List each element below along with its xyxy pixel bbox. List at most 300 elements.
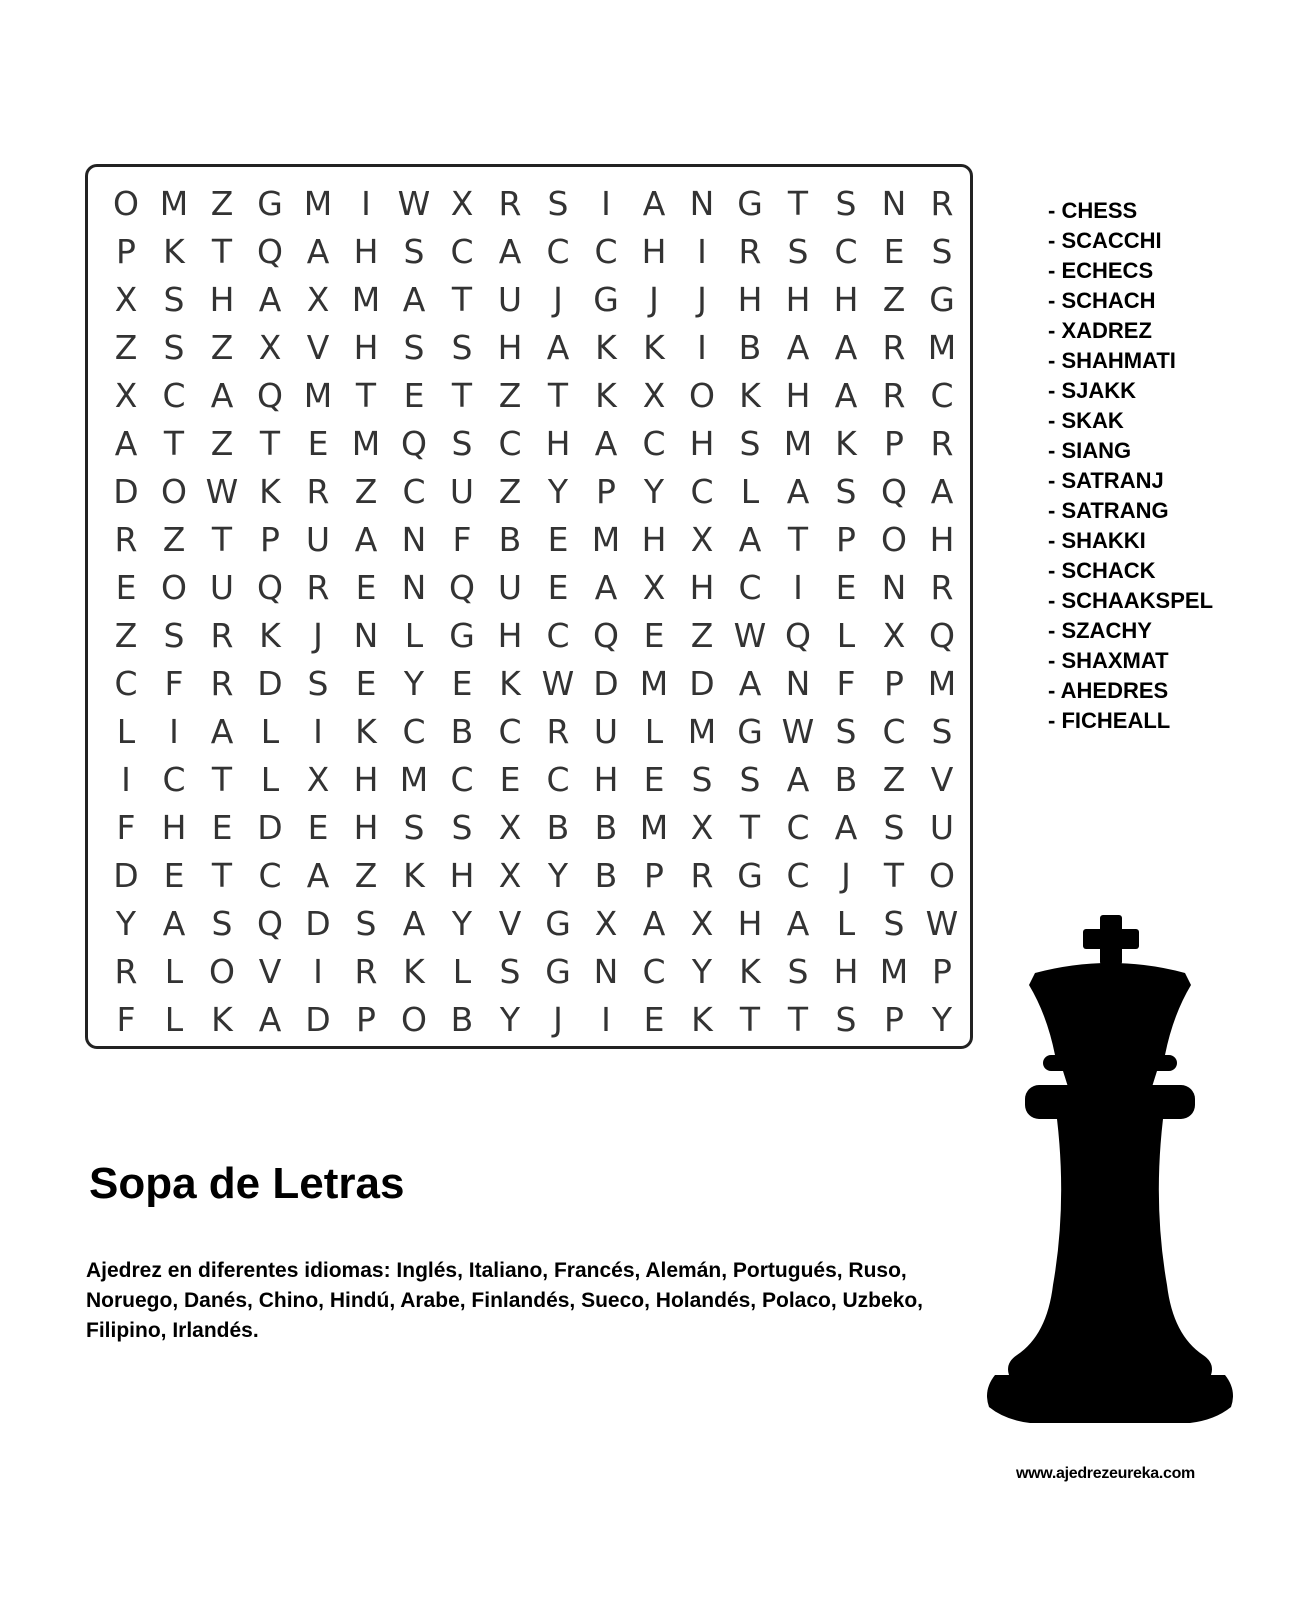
- grid-letter: R: [690, 855, 714, 895]
- grid-letter: M: [159, 183, 189, 223]
- grid-letter: B: [834, 759, 858, 799]
- grid-letter: S: [211, 903, 233, 943]
- grid-letter: U: [449, 471, 475, 511]
- grid-letter: E: [115, 567, 137, 607]
- grid-letter: C: [546, 759, 570, 799]
- grid-letter: J: [841, 855, 851, 895]
- grid-letter: L: [404, 615, 424, 655]
- grid-letter: S: [835, 711, 857, 751]
- page-title: Sopa de Letras: [89, 1159, 405, 1208]
- grid-letter: R: [546, 711, 570, 751]
- grid-letter: H: [785, 279, 811, 319]
- grid-letter: N: [353, 615, 379, 655]
- grid-letter: H: [353, 231, 379, 271]
- grid-letter: E: [163, 855, 185, 895]
- grid-letter: I: [697, 231, 707, 271]
- grid-letter: R: [930, 183, 954, 223]
- grid-letter: K: [403, 951, 425, 991]
- grid-letter: A: [306, 231, 330, 271]
- grid-letter: C: [402, 471, 426, 511]
- grid-letter: A: [786, 759, 810, 799]
- word-list-item: - SKAK: [1048, 408, 1124, 433]
- grid-letter: R: [306, 567, 330, 607]
- grid-letter: E: [307, 807, 329, 847]
- grid-letter: C: [162, 759, 186, 799]
- grid-letter: C: [546, 231, 570, 271]
- grid-letter: A: [210, 711, 234, 751]
- grid-letter: S: [499, 951, 521, 991]
- grid-letter: Z: [210, 183, 234, 223]
- grid-letter: B: [546, 807, 570, 847]
- grid-letter: O: [401, 999, 427, 1039]
- grid-letter: A: [834, 327, 858, 367]
- grid-letter: P: [260, 519, 280, 559]
- grid-letter: P: [884, 423, 904, 463]
- word-list-item: - SHAHMATI: [1048, 348, 1176, 373]
- grid-letter: D: [113, 471, 139, 511]
- word-list-item: - ECHECS: [1048, 258, 1154, 283]
- grid-letter: T: [211, 519, 233, 559]
- grid-letter: D: [305, 903, 331, 943]
- word-list-item: - CHESS: [1048, 198, 1138, 223]
- grid-letter: K: [403, 855, 425, 895]
- website-url: www.ajedrezeureka.com: [1016, 1465, 1195, 1482]
- grid-letter: X: [450, 183, 474, 223]
- grid-letter: X: [114, 279, 138, 319]
- grid-letter: R: [114, 951, 138, 991]
- grid-letter: R: [210, 615, 234, 655]
- grid-letter: Y: [547, 855, 569, 895]
- grid-letter: X: [114, 375, 138, 415]
- grid-letter: U: [497, 279, 523, 319]
- grid-letter: A: [114, 423, 138, 463]
- word-list-item: - SJAKK: [1048, 378, 1137, 403]
- grid-letter: C: [930, 375, 954, 415]
- grid-letter: C: [642, 423, 666, 463]
- grid-letter: E: [835, 567, 857, 607]
- grid-letter: K: [739, 375, 761, 415]
- grid-letter: S: [835, 999, 857, 1039]
- grid-letter: F: [452, 519, 472, 559]
- grid-letter: H: [785, 375, 811, 415]
- grid-letter: T: [451, 375, 473, 415]
- grid-letter: Z: [114, 327, 138, 367]
- grid-letter: L: [164, 951, 184, 991]
- grid-letter: Z: [162, 519, 186, 559]
- grid-letter: J: [553, 279, 563, 319]
- grid-letter: D: [689, 663, 715, 703]
- grid-letter: R: [738, 231, 762, 271]
- grid-letter: M: [303, 183, 333, 223]
- grid-letter: A: [642, 903, 666, 943]
- grid-letter: A: [546, 327, 570, 367]
- word-list-item: - AHEDRES: [1048, 678, 1169, 703]
- grid-letter: X: [306, 279, 330, 319]
- grid-letter: I: [121, 759, 131, 799]
- grid-letter: H: [833, 951, 859, 991]
- word-list-item: - SHAKKI: [1048, 528, 1146, 553]
- grid-letter: T: [259, 423, 281, 463]
- grid-letter: Y: [931, 999, 953, 1039]
- grid-letter: L: [644, 711, 664, 751]
- grid-letter: D: [113, 855, 139, 895]
- grid-letter: E: [643, 999, 665, 1039]
- grid-letter: S: [739, 759, 761, 799]
- grid-letter: B: [450, 711, 474, 751]
- grid-letter: Z: [354, 855, 378, 895]
- word-list-item: - SCHACK: [1048, 558, 1156, 583]
- grid-letter: G: [737, 711, 763, 751]
- grid-letter: P: [884, 999, 904, 1039]
- grid-letter: X: [642, 375, 666, 415]
- grid-letter: O: [161, 567, 187, 607]
- grid-letter: C: [786, 855, 810, 895]
- grid-letter: C: [546, 615, 570, 655]
- grid-letter: K: [499, 663, 521, 703]
- grid-letter: R: [930, 567, 954, 607]
- grid-letter: W: [733, 615, 767, 655]
- grid-letter: C: [690, 471, 714, 511]
- grid-letter: Z: [498, 375, 522, 415]
- grid-letter: S: [451, 327, 473, 367]
- grid-letter: H: [737, 279, 763, 319]
- grid-letter: C: [498, 423, 522, 463]
- grid-letter: N: [881, 567, 907, 607]
- grid-letter: A: [786, 903, 810, 943]
- grid-letter: F: [116, 999, 136, 1039]
- grid-letter: A: [642, 183, 666, 223]
- grid-letter: U: [929, 807, 955, 847]
- grid-letter: K: [643, 327, 665, 367]
- grid-letter: R: [306, 471, 330, 511]
- grid-letter: Y: [691, 951, 713, 991]
- grid-letter: G: [737, 183, 763, 223]
- grid-letter: X: [882, 615, 906, 655]
- grid-letter: H: [833, 279, 859, 319]
- grid-letter: C: [834, 231, 858, 271]
- grid-letter: H: [449, 855, 475, 895]
- grid-letter: W: [541, 663, 575, 703]
- grid-letter: W: [205, 471, 239, 511]
- grid-letter: S: [307, 663, 329, 703]
- grid-letter: R: [498, 183, 522, 223]
- grid-letter: X: [258, 327, 282, 367]
- grid-letter: L: [164, 999, 184, 1039]
- grid-letter: D: [305, 999, 331, 1039]
- grid-letter: Z: [498, 471, 522, 511]
- grid-letter: C: [786, 807, 810, 847]
- word-search-grid: [85, 164, 973, 1049]
- grid-letter: Z: [690, 615, 714, 655]
- grid-letter: T: [547, 375, 569, 415]
- grid-letter: S: [931, 711, 953, 751]
- grid-letter: D: [257, 663, 283, 703]
- grid-letter: N: [881, 183, 907, 223]
- grid-letter: G: [545, 951, 571, 991]
- grid-letter: L: [836, 903, 856, 943]
- grid-letter: H: [737, 903, 763, 943]
- grid-letter: E: [451, 663, 473, 703]
- grid-letter: U: [209, 567, 235, 607]
- grid-letter: A: [786, 471, 810, 511]
- grid-letter: X: [498, 807, 522, 847]
- grid-letter: A: [258, 999, 282, 1039]
- grid-letter: R: [882, 327, 906, 367]
- grid-letter: P: [116, 231, 136, 271]
- grid-letter: A: [594, 423, 618, 463]
- grid-letter: E: [355, 567, 377, 607]
- grid-letter: O: [161, 471, 187, 511]
- word-list-item: - FICHEALL: [1048, 708, 1171, 733]
- grid-letter: A: [402, 903, 426, 943]
- grid-letter: H: [353, 759, 379, 799]
- grid-letter: H: [929, 519, 955, 559]
- grid-letter: T: [883, 855, 905, 895]
- grid-letter: F: [116, 807, 136, 847]
- grid-letter: Z: [882, 759, 906, 799]
- grid-letter: C: [594, 231, 618, 271]
- grid-letter: K: [595, 375, 617, 415]
- grid-letter: G: [449, 615, 475, 655]
- grid-letter: M: [927, 663, 957, 703]
- grid-letter: T: [211, 855, 233, 895]
- grid-letter: U: [593, 711, 619, 751]
- grid-letter: K: [259, 471, 281, 511]
- grid-letter: Q: [881, 471, 907, 511]
- grid-letter: I: [601, 999, 611, 1039]
- grid-letter: A: [786, 327, 810, 367]
- grid-letter: H: [209, 279, 235, 319]
- grid-letter: K: [595, 327, 617, 367]
- grid-letter: O: [689, 375, 715, 415]
- grid-letter: H: [497, 327, 523, 367]
- grid-letter: M: [351, 279, 381, 319]
- grid-letter: K: [163, 231, 185, 271]
- grid-letter: L: [116, 711, 136, 751]
- grid-letter: R: [114, 519, 138, 559]
- word-list-item: - SCHAAKSPEL: [1048, 588, 1214, 613]
- grid-letter: I: [697, 327, 707, 367]
- grid-letter: T: [739, 807, 761, 847]
- grid-letter: J: [553, 999, 563, 1039]
- grid-letter: H: [641, 231, 667, 271]
- grid-letter: Z: [882, 279, 906, 319]
- grid-letter: C: [258, 855, 282, 895]
- grid-letter: Q: [593, 615, 619, 655]
- grid-letter: Z: [210, 423, 234, 463]
- grid-letter: C: [402, 711, 426, 751]
- grid-letter: K: [691, 999, 713, 1039]
- grid-letter: F: [164, 663, 184, 703]
- grid-letter: K: [835, 423, 857, 463]
- grid-letter: Q: [257, 903, 283, 943]
- grid-letter: C: [498, 711, 522, 751]
- grid-letter: M: [591, 519, 621, 559]
- grid-letter: V: [498, 903, 522, 943]
- grid-letter: K: [259, 615, 281, 655]
- grid-letter: A: [210, 375, 234, 415]
- grid-letter: B: [498, 519, 522, 559]
- grid-letter: Y: [499, 999, 521, 1039]
- grid-letter: A: [306, 855, 330, 895]
- grid-letter: R: [882, 375, 906, 415]
- grid-letter: W: [781, 711, 815, 751]
- grid-letter: U: [497, 567, 523, 607]
- grid-letter: G: [545, 903, 571, 943]
- grid-letter: S: [787, 231, 809, 271]
- grid-letter: M: [399, 759, 429, 799]
- grid-letter: I: [313, 951, 323, 991]
- grid-letter: Y: [115, 903, 137, 943]
- grid-letter: N: [689, 183, 715, 223]
- grid-letter: Y: [643, 471, 665, 511]
- grid-letter: N: [401, 567, 427, 607]
- grid-letter: S: [355, 903, 377, 943]
- grid-letter: P: [356, 999, 376, 1039]
- word-list-item: - SATRANJ: [1048, 468, 1164, 493]
- grid-letter: M: [639, 663, 669, 703]
- grid-letter: T: [787, 519, 809, 559]
- grid-letter: I: [313, 711, 323, 751]
- grid-letter: A: [594, 567, 618, 607]
- grid-letter: J: [313, 615, 323, 655]
- grid-letter: S: [691, 759, 713, 799]
- grid-letter: S: [835, 471, 857, 511]
- letter-grid: [102, 179, 966, 1043]
- grid-letter: T: [451, 279, 473, 319]
- grid-letter: S: [451, 807, 473, 847]
- grid-letter: P: [836, 519, 856, 559]
- grid-letter: Q: [257, 375, 283, 415]
- grid-letter: Z: [210, 327, 234, 367]
- grid-letter: P: [932, 951, 952, 991]
- grid-letter: N: [401, 519, 427, 559]
- grid-letter: M: [687, 711, 717, 751]
- grid-letter: E: [211, 807, 233, 847]
- grid-letter: Y: [403, 663, 425, 703]
- grid-letter: D: [593, 663, 619, 703]
- grid-letter: K: [739, 951, 761, 991]
- word-list-item: - SZACHY: [1048, 618, 1152, 643]
- grid-letter: A: [162, 903, 186, 943]
- grid-letter: L: [260, 711, 280, 751]
- grid-letter: E: [547, 519, 569, 559]
- grid-letter: H: [497, 615, 523, 655]
- grid-letter: A: [258, 279, 282, 319]
- grid-letter: Y: [547, 471, 569, 511]
- grid-letter: B: [594, 855, 618, 895]
- grid-letter: E: [643, 615, 665, 655]
- grid-letter: B: [594, 807, 618, 847]
- grid-letter: A: [738, 519, 762, 559]
- word-list-item: - SCHACH: [1048, 288, 1156, 313]
- grid-letter: C: [450, 231, 474, 271]
- grid-letter: P: [596, 471, 616, 511]
- grid-letter: S: [163, 615, 185, 655]
- grid-letter: O: [929, 855, 955, 895]
- grid-letter: H: [689, 567, 715, 607]
- grid-letter: J: [697, 279, 707, 319]
- grid-letter: H: [689, 423, 715, 463]
- grid-letter: R: [930, 423, 954, 463]
- chess-king-icon: [975, 915, 1245, 1445]
- grid-letter: B: [738, 327, 762, 367]
- grid-letter: L: [260, 759, 280, 799]
- grid-letter: G: [929, 279, 955, 319]
- grid-letter: T: [355, 375, 377, 415]
- grid-letter: A: [834, 375, 858, 415]
- grid-letter: R: [210, 663, 234, 703]
- grid-letter: V: [930, 759, 954, 799]
- grid-letter: S: [883, 807, 905, 847]
- grid-letter: H: [161, 807, 187, 847]
- grid-letter: N: [785, 663, 811, 703]
- grid-letter: C: [114, 663, 138, 703]
- grid-letter: S: [163, 327, 185, 367]
- grid-letter: Q: [257, 231, 283, 271]
- grid-letter: M: [927, 327, 957, 367]
- grid-letter: L: [836, 615, 856, 655]
- grid-letter: N: [593, 951, 619, 991]
- grid-letter: X: [642, 567, 666, 607]
- grid-letter: E: [499, 759, 521, 799]
- grid-letter: O: [881, 519, 907, 559]
- grid-letter: I: [169, 711, 179, 751]
- grid-letter: G: [737, 855, 763, 895]
- grid-letter: W: [925, 903, 959, 943]
- grid-letter: X: [498, 855, 522, 895]
- grid-letter: Z: [354, 471, 378, 511]
- grid-letter: S: [931, 231, 953, 271]
- grid-letter: M: [639, 807, 669, 847]
- grid-letter: G: [257, 183, 283, 223]
- word-list-item: - SCACCHI: [1048, 228, 1162, 253]
- grid-letter: E: [883, 231, 905, 271]
- word-list-item: - SIANG: [1048, 438, 1132, 463]
- grid-letter: P: [884, 663, 904, 703]
- grid-letter: H: [353, 807, 379, 847]
- grid-letter: M: [879, 951, 909, 991]
- grid-letter: S: [787, 951, 809, 991]
- grid-letter: Q: [929, 615, 955, 655]
- grid-letter: I: [361, 183, 371, 223]
- grid-letter: F: [836, 663, 856, 703]
- grid-letter: K: [355, 711, 377, 751]
- grid-letter: H: [593, 759, 619, 799]
- grid-letter: A: [834, 807, 858, 847]
- description-text: Ajedrez en diferentes idiomas: Inglés, Italiano, Francés, Alemán, Portugués, Ruso, Noruego, Danés, Chino, Hindú, Arabe, Finlandés, Sueco, Holandés, Polaco, Uzbeko, Filipino, Irlandés.: [86, 1259, 924, 1342]
- grid-letter: V: [306, 327, 330, 367]
- grid-letter: H: [353, 327, 379, 367]
- grid-letter: C: [642, 951, 666, 991]
- grid-letter: A: [738, 663, 762, 703]
- grid-letter: Y: [451, 903, 473, 943]
- grid-letter: A: [354, 519, 378, 559]
- grid-letter: S: [451, 423, 473, 463]
- grid-letter: I: [601, 183, 611, 223]
- grid-letter: E: [643, 759, 665, 799]
- grid-letter: Q: [401, 423, 427, 463]
- grid-letter: C: [450, 759, 474, 799]
- grid-letter: C: [882, 711, 906, 751]
- word-list-item: - XADREZ: [1048, 318, 1152, 343]
- grid-letter: X: [690, 807, 714, 847]
- grid-letter: U: [305, 519, 331, 559]
- grid-letter: E: [307, 423, 329, 463]
- grid-letter: S: [163, 279, 185, 319]
- word-list: [1048, 196, 1213, 736]
- grid-letter: H: [545, 423, 571, 463]
